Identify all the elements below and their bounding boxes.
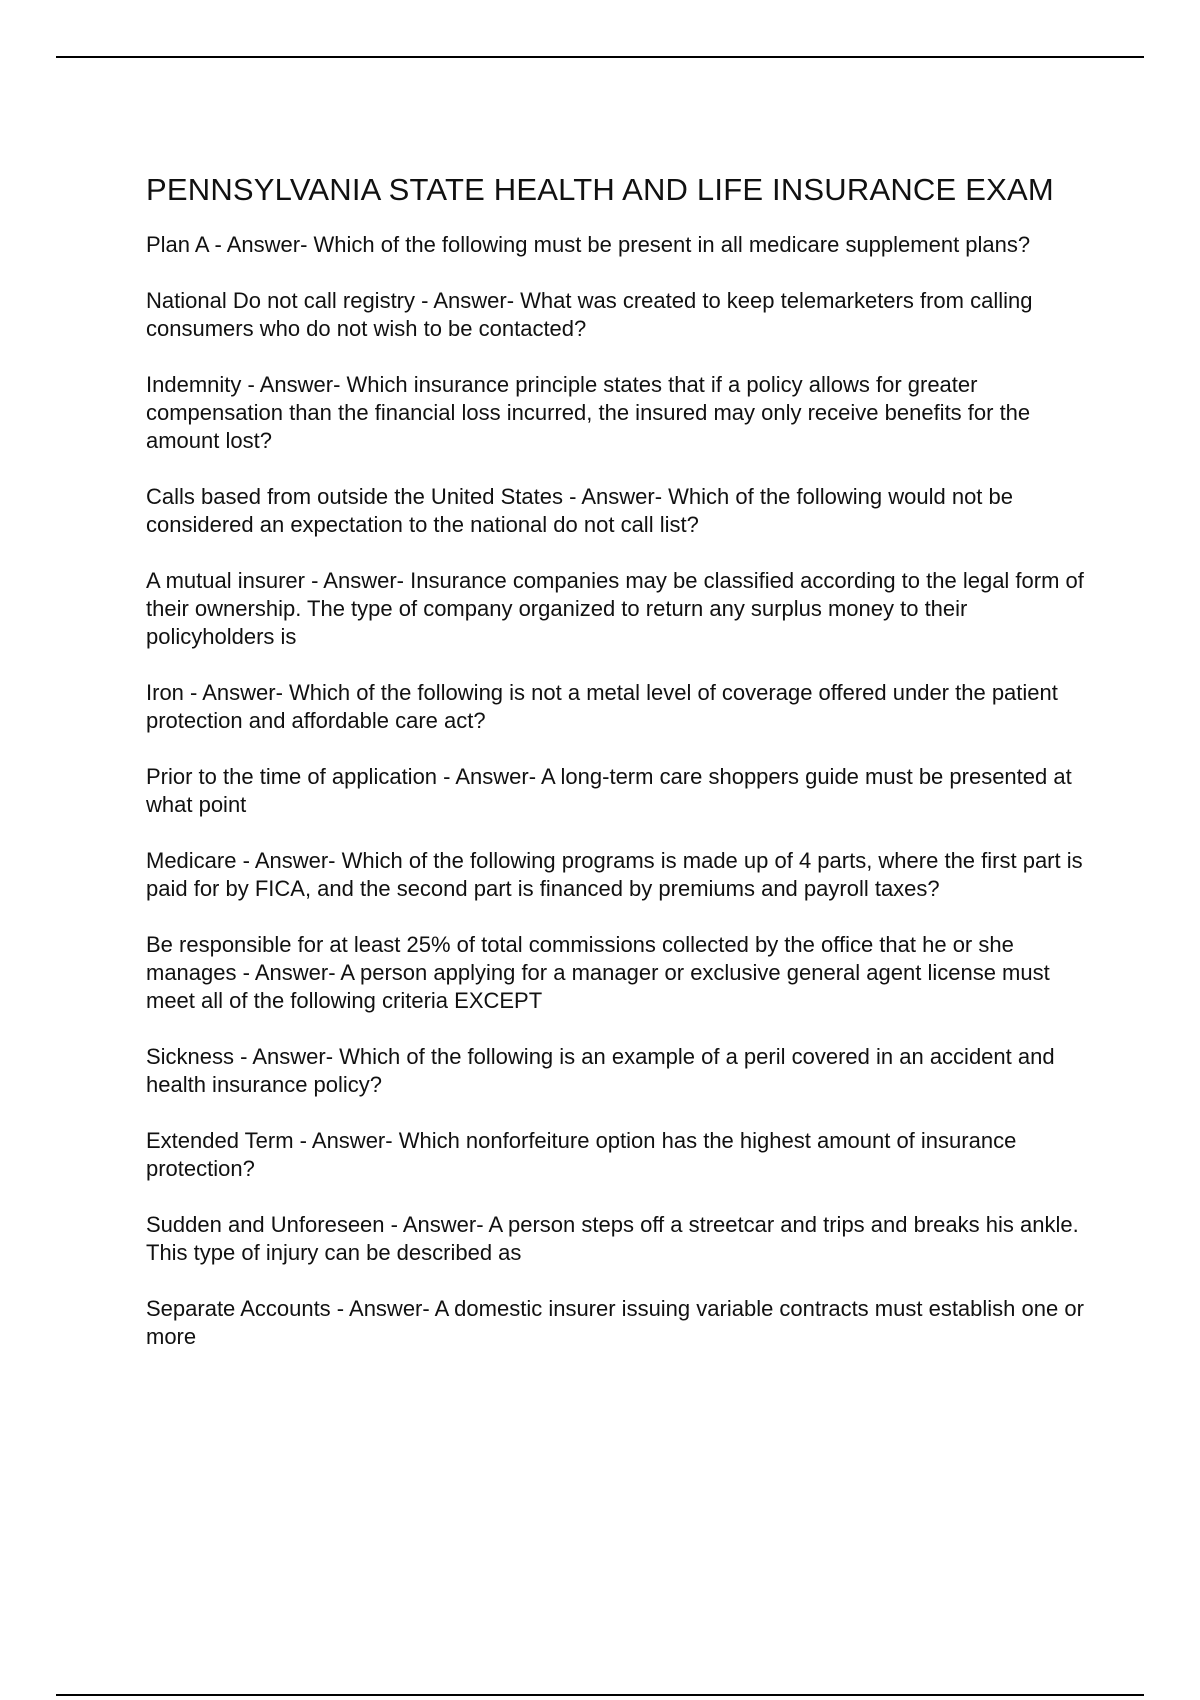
qa-item: Be responsible for at least 25% of total commissions collected by the office that he or she manages - Answer- A person applying for a manager or exclusive general agent license must meet all of the following criteria EXCEPT (146, 932, 1050, 1013)
top-divider (56, 56, 1144, 58)
qa-item: Iron - Answer- Which of the following is not a metal level of coverage offered under the patient protection and affordable care act? (146, 680, 1058, 733)
qa-list (146, 231, 1086, 1351)
qa-item: A mutual insurer - Answer- Insurance companies may be classified according to the legal form of their ownership. The type of company organized to return any surplus money to their policyholders is (146, 568, 1084, 649)
qa-item: Calls based from outside the United States - Answer- Which of the following would not be considered an expectation to the national do not call list? (146, 484, 1014, 537)
qa-item: National Do not call registry - Answer- What was created to keep telemarketers from calling consumers who do not wish to be contacted? (146, 288, 1033, 341)
qa-item: Indemnity - Answer- Which insurance principle states that if a policy allows for greater compensation than the financial loss incurred, the insured may only receive benefits for the amount lost? (146, 372, 1031, 453)
bottom-divider (56, 1694, 1144, 1696)
qa-item: Sickness - Answer- Which of the following is an example of a peril covered in an accident and health insurance policy? (146, 1044, 1055, 1097)
qa-item: Extended Term - Answer- Which nonforfeiture option has the highest amount of insurance protection? (146, 1128, 1017, 1181)
qa-item: Plan A - Answer- Which of the following must be present in all medicare supplement plans? (146, 232, 1031, 257)
qa-item: Sudden and Unforeseen - Answer- A person steps off a streetcar and trips and breaks his ankle. This type of injury can be described as (146, 1212, 1079, 1265)
qa-item: Separate Accounts - Answer- A domestic insurer issuing variable contracts must establish one or more (146, 1296, 1084, 1349)
qa-item: Prior to the time of application - Answer- A long-term care shoppers guide must be presented at what point (146, 764, 1072, 817)
qa-item: Medicare - Answer- Which of the following programs is made up of 4 parts, where the first part is paid for by FICA, and the second part is financed by premiums and payroll taxes? (146, 848, 1083, 901)
page-title: PENNSYLVANIA STATE HEALTH AND LIFE INSURANCE EXAM (146, 172, 1054, 207)
document-body (146, 170, 1086, 1379)
